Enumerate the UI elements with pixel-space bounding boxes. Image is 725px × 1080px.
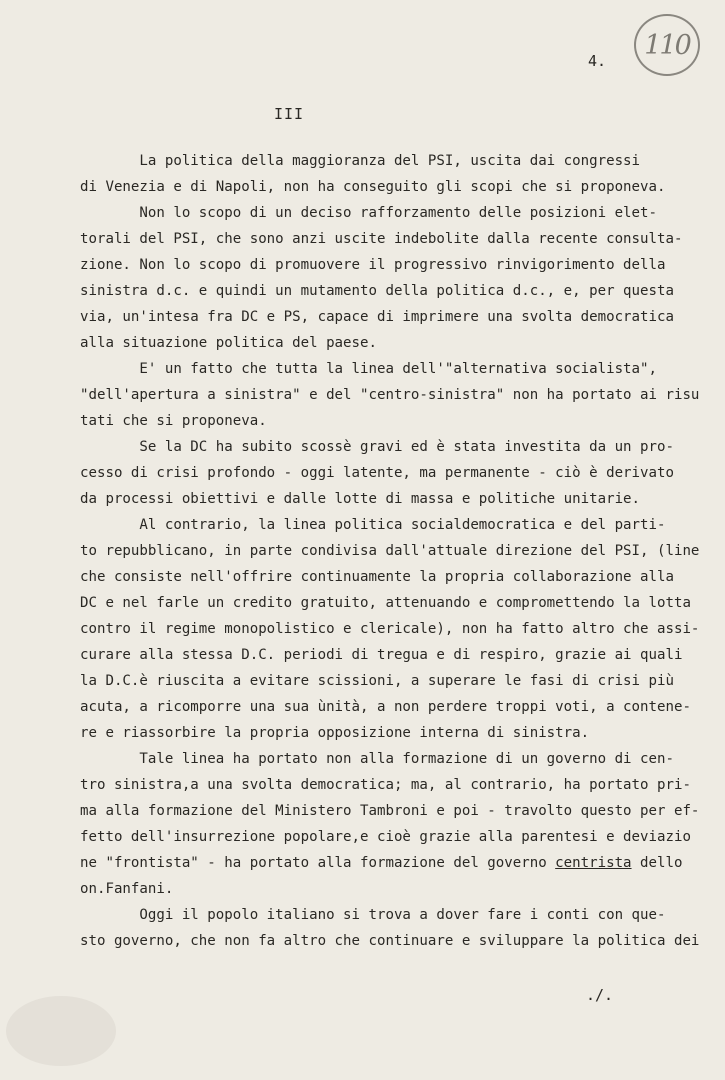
underlined-word: centrista	[555, 855, 632, 871]
text-line: curare alla stessa D.C. periodi di tregua e di respiro, grazie ai quali	[80, 647, 683, 663]
text-line: alla situazione politica del paese.	[80, 335, 377, 351]
text-segment: dello	[631, 855, 683, 871]
text-line: contro il regime monopolistico e clericale), non ha fatto altro che assi-	[80, 621, 700, 637]
text-line: tro sinistra,a una svolta democratica; ma, al contrario, ha portato pri-	[80, 777, 691, 793]
text-line: fetto dell'insurrezione popolare,e cioè grazie alla parentesi e deviazio	[80, 829, 691, 845]
text-line: di Venezia e di Napoli, non ha conseguito gli scopi che si proponeva.	[80, 179, 666, 195]
archive-stamp	[634, 14, 700, 76]
text-line: sto governo, che non fa altro che continuare e sviluppare la politica dei	[80, 933, 700, 949]
text-line: cesso di crisi profondo - oggi latente, ma permanente - ciò è derivato	[80, 465, 674, 481]
text-line: che consiste nell'offrire continuamente la propria collaborazione alla	[80, 569, 674, 585]
text-line-with-underline	[80, 850, 725, 876]
text-line: re e riassorbire la propria opposizione interna di sinistra.	[80, 725, 590, 741]
continuation-mark: ./.	[586, 986, 614, 1004]
text-segment: ne "frontista" - ha portato alla formazione del governo	[80, 855, 556, 871]
text-line: Tale linea ha portato non alla formazione di un governo di cen-	[80, 751, 674, 767]
body-text	[80, 148, 725, 954]
text-line: Al contrario, la linea politica socialdemocratica e del parti-	[80, 517, 666, 533]
text-line: Se la DC ha subito scossè gravi ed è stata investita da un pro-	[80, 439, 674, 455]
text-line: la D.C.è riuscita a evitare scissioni, a superare le fasi di crisi più	[80, 673, 674, 689]
archive-watermark	[6, 996, 116, 1066]
page-number: 4.	[588, 52, 607, 70]
text-line: tati che si proponeva.	[80, 413, 267, 429]
text-line: La politica della maggioranza del PSI, uscita dai congressi	[80, 153, 641, 169]
text-line: DC e nel farle un credito gratuito, attenuando e compromettendo la lotta	[80, 595, 691, 611]
text-line: acuta, a ricomporre una sua ùnità, a non perdere troppi voti, a contene-	[80, 699, 691, 715]
text-line: to repubblicano, in parte condivisa dall'attuale direzione del PSI, (line	[80, 543, 700, 559]
text-line: torali del PSI, che sono anzi uscite indebolite dalla recente consulta-	[80, 231, 683, 247]
text-line: "dell'apertura a sinistra" e del "centro-sinistra" non ha portato ai risu	[80, 387, 700, 403]
text-line: da processi obiettivi e dalle lotte di massa e politiche unitarie.	[80, 491, 641, 507]
text-line: Non lo scopo di un deciso rafforzamento delle posizioni elet-	[80, 205, 657, 221]
archive-stamp-number: 110	[644, 29, 690, 61]
text-line: zione. Non lo scopo di promuovere il progressivo rinvigorimento della	[80, 257, 666, 273]
text-line: Oggi il popolo italiano si trova a dover fare i conti con que-	[80, 907, 666, 923]
text-line: E' un fatto che tutta la linea dell'"alternativa socialista",	[80, 361, 657, 377]
text-line: ma alla formazione del Ministero Tambroni e poi - travolto questo per ef-	[80, 803, 700, 819]
text-line: via, un'intesa fra DC e PS, capace di imprimere una svolta democratica	[80, 309, 674, 325]
text-line: sinistra d.c. e quindi un mutamento della politica d.c., e, per questa	[80, 283, 674, 299]
section-heading: III	[274, 105, 305, 123]
text-line: on.Fanfani.	[80, 881, 174, 897]
